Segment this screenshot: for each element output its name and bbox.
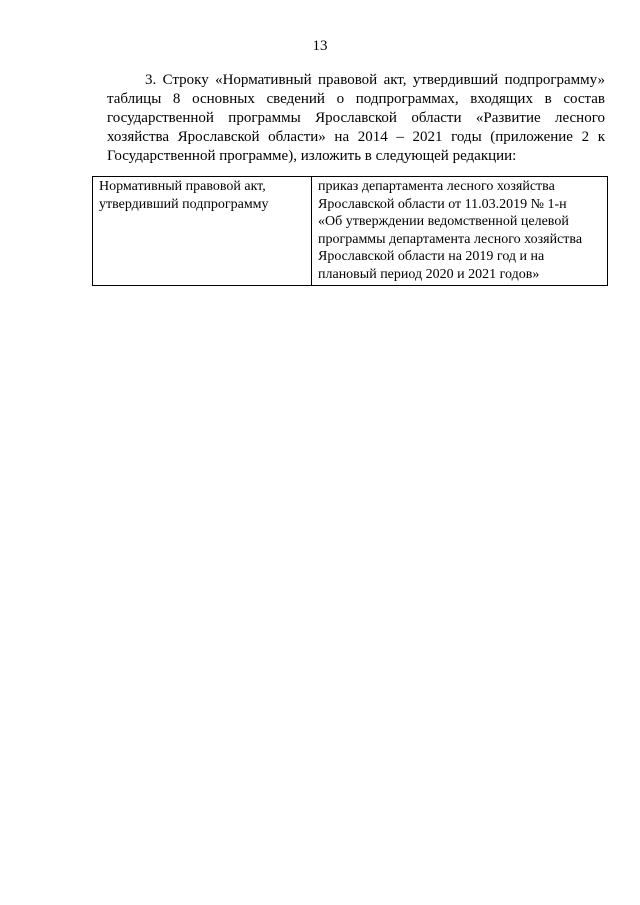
value-line: Ярославской области от 11.03.2019 № 1-н (318, 196, 567, 212)
page-number: 13 (312, 38, 328, 54)
table-cell-label (93, 177, 312, 286)
value-line: программы департамента лесного хозяйства (318, 231, 583, 247)
label-line: Нормативный правовой акт, (99, 179, 266, 194)
label-line: утвердивший подпрограмму (99, 196, 269, 212)
value-line: Ярославской области на 2019 год и на (318, 249, 545, 264)
table-row (93, 177, 608, 286)
subprogram-info-table (92, 176, 608, 286)
table-cell-value (312, 177, 608, 286)
value-line: приказ департамента лесного хозяйства (318, 179, 555, 194)
value-line: плановый период 2020 и 2021 годов» (318, 266, 540, 282)
value-line: «Об утверждении ведомственной целевой (318, 214, 569, 229)
amendment-paragraph: 3. Строку «Нормативный правовой акт, утвердивший подпрограмму» таблицы 8 основных сведений о подпрограммах, входящих в состав государственной программы Ярославской области «Развитие лесного хозяйства Ярославской области» на 2014 – 2021 годы (приложение 2 к Государственной программе), изложить в следующей редакции: (107, 72, 605, 164)
